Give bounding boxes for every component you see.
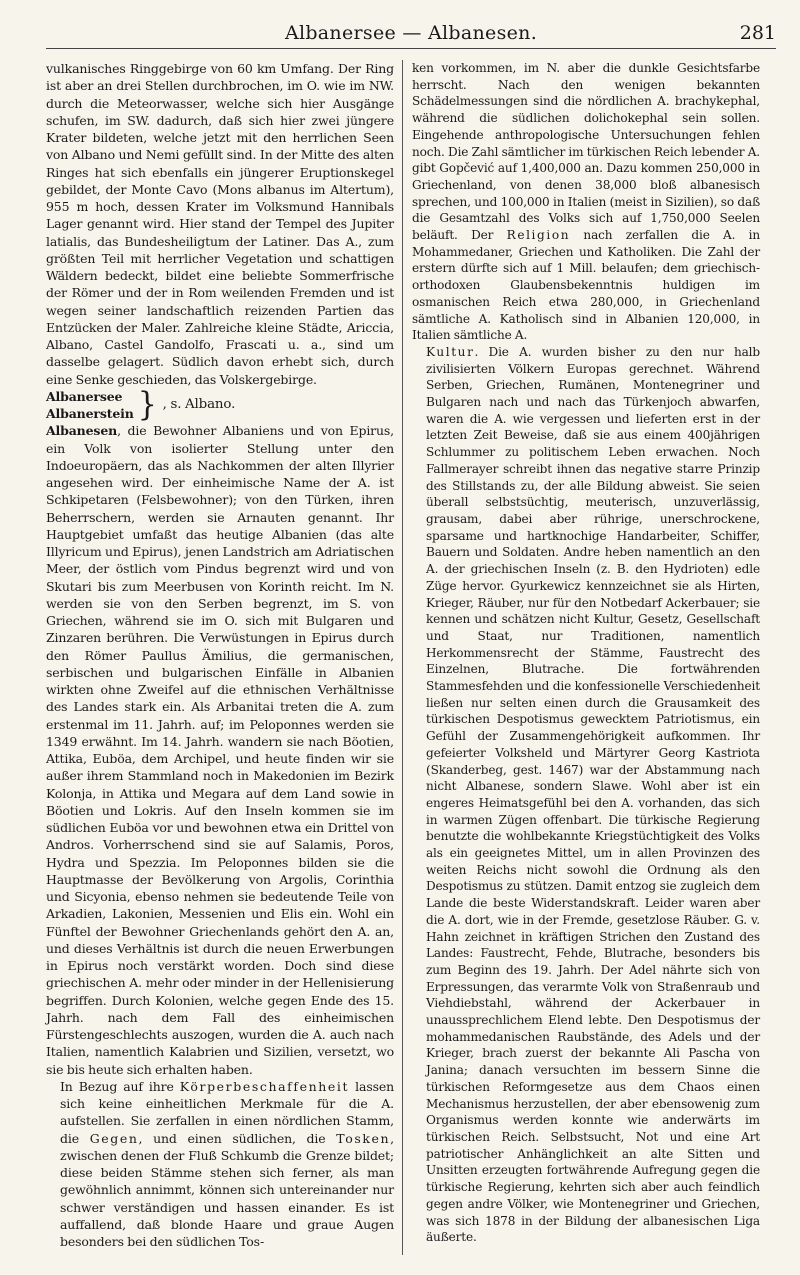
spaced-term-religion: Religion xyxy=(506,228,571,243)
text-run: ken vorkommen, im N. aber die dunkle Gesichtsfarbe herrscht. Nach den wenigen bekannten Schädelmessungen sind die nördlichen A. brachykephal, während die südlichen dolichokephal sein sollen. Eingehende anthropologische Untersuchungen fehlen noch. Die Zahl sämtlicher im türkischen Reich lebender A. gibt Gopčević auf 1,400,000 an. Dazu kommen 250,000 in Griechenland, von denen 38,000 bloß albanesisch sprechen, und 100,000 in Italien (meist in Sizilien), so daß die Gesamtzahl des Volks sich auf 1,750,000 Seelen beläuft. Der xyxy=(412,61,760,243)
text-run: lassen sich keine einheitlichen Merkmale für die A. aufstellen. Sie zerfallen in einen nördlichen Stamm, die xyxy=(60,1078,394,1146)
page-header xyxy=(46,18,776,49)
text-run: . Die A. wurden bisher zu den nur halb zivilisierten Völkern Europas gerechnet. Während Serben, Griechen, Rumänen, Montenegriner und Bulgaren nach und nach das Türkenjoch abwarfen, waren die A. wie vergessen und lieferten erst in der letzten Zeit Beweise, daß sie aus einem 400jährigen Schlummer zu politischem Leben erwachen. Noch Fallmerayer schreibt ihnen das negative starre Prinzip des Stillstands zu, der alle Bildung abweist. Sie seien überall selbstsüchtig, meuterisch, unzuverlässig, grausam, dabei aber rührige, unerschrockene, sparsame und hartknochige Handarbeiter, Schiffer, Bauern und Soldaten. Andre heben namentlich an den A. der griechischen Inseln (z. B. den Hydrioten) edle Züge hervor. Gyurkewicz kennzeichnet sie als Hirten, Krieger, Räuber, nur für den Notbedarf Ackerbauer; sie kennen und schätzen nicht Kultur, Gesetz, Gesellschaft und Staat, nur Traditionen, namentlich Herkommensrecht der Stämme, Faustrecht des Einzelnen, Blutrache. Die fortwährenden Stammesfehden und die konfessionelle Verschiedenheit ließen nur selten einen durch die Grausamkeit des türkischen Despotismus gewecktem Patriotismus, ein Gefühl der Zusammengehörigkeit aufkommen. Ihr gefeierter Volksheld und Märtyrer Georg Kastriota (Skanderbeg, gest. 1467) war der Abstammung nach nicht Albanese, sondern Slawe. Wohl aber ist ein engeres Heimatsgefühl bei den A. vorhanden, das sich in warmen Zügen offenbart. Die türkische Regierung benutzte die wohlbekannte Kriegstüchtigkeit des Volks als ein geeignetes Mittel, um in allen Provinzen des weiten Reichs nicht sowohl die Ordnung als den Despotismus zu stützen. Damit entzog sie zugleich dem Lande die beste Widerstandskraft. Leider waren aber die A. dort, wie in der Fremde, gesetzlose Räuber. G. v. Hahn zeichnet in kräftigen Strichen den Zustand des Landes: Faustrecht, Fehde, Blutrache, besonders bis zum Beginn des 19. Jahrh. Der Adel nährte sich von Erpressungen, das verarmte Volk von Straßenraub und Viehdiebstahl, während der Ackerbauer in unaussprechlichem Elend lebte. Den Despotismus der mohammedanischen Raubstände, des Adels und der Krieger, brach zuerst der bekannte Ali Pascha von Janina; danach versuchten im bessern Sinne die türkischen Reformgesetze aus dem Chaos einen Mechanismus herzustellen, der aber ebensowenig zum Organismus werden konnte wie anderwärts im türkischen Reich. Selbstsucht, Not und eine Art patriotischer Anhänglichkeit an alte Sitten und Unsitten erzeugten fortwährende Aufregung gegen die türkische Regierung, kehrten sich aber auch feindlich gegen andre Völker, wie Montenegriner und Griechen, was sich 1878 in der Bildung der albanesischen Liga äußerte. xyxy=(426,344,760,1245)
crossref-entry xyxy=(46,385,394,424)
paragraph-albanergebirge-end: vulkanisches Ringgebirge von 60 km Umfang. Der Ring ist aber an drei Stellen durchbrochen, im O. wie im NW. durch die Meteorwasser, welche sich hier Ausgänge schufen, im SW. dadurch, daß sich hier zwei jüngere Krater bildeten, welche jetzt mit den herrlichen Seen von Albano und Nemi gefüllt sind. In der Mitte des alten Ringes hat sich ebenfalls ein jüngerer Eruptionskegel gebildet, der Monte Cavo (Mons albanus im Altertum), 955 m hoch, dessen Krater im Volksmund Hannibals Lager genannt wird. Hier stand der Tempel des Jupiter latialis, das Bundesheiligtum der Latiner. Das A., zum größten Teil mit herrlicher Vegetation und schattigen Wäldern bedeckt, bildet eine beliebte Sommerfrische der Römer und der in Rom weilenden Fremden und ist wegen seiner landschaftlich reizenden Partien das Entzücken der Maler. Zahlreiche kleine Städte, Ariccia, Albano, Castel Gandolfo, Frascati u. a., sind um dasselbe gelagert. Südlich davon erhebt sich, durch eine Senke geschieden, das Volskergebirge. xyxy=(46,61,394,387)
text-run: , und einen südlichen, die xyxy=(138,1130,337,1146)
paragraph-koerperbeschaffenheit xyxy=(46,1078,394,1251)
text-run: nach zerfallen die A. in Mohammedaner, Griechen und Katholiken. Die Zahl der erstern dürfte sich auf 1 Mill. belaufen; dem griechisch-orthodoxen Glaubensbekenntnis huldigen im osmanischen Reich etwa 280,000, in Griechenland sämtliche A. Katholisch sind in Albanien 120,000, in Italien sämtliche A. xyxy=(412,228,760,343)
entry-albanesen xyxy=(46,422,394,1078)
crossref-target: , s. Albano. xyxy=(162,397,236,413)
text-run: In Bezug auf ihre xyxy=(60,1078,180,1094)
paragraph-religion xyxy=(412,60,760,344)
spaced-term-kultur: Kultur xyxy=(426,344,475,359)
headword-albanesen: Albanesen xyxy=(46,423,118,439)
spaced-term-tosken: Tosken xyxy=(336,1130,391,1146)
running-title: Albanersee — Albanesen. xyxy=(284,22,538,44)
entry-albanesen-text: , die Bewohner Albaniens und von Epirus, ein Volk von isolierter Stellung unter den Indoeuropäern, das als Nachkommen der alten Illyrier angesehen wird. Der einheimische Name der A. ist Schkipetaren (Felsbewohner); von den Türken, ihren Beherrschern, werden sie Arnauten genannt. Ihr Hauptgebiet umfaßt das heutige Albanien (das alte Illyricum und Epirus), jenen Landstrich am Adriatischen Meer, der östlich vom Pindus begrenzt wird und von Skutari bis zum Meerbusen von Korinth reicht. Im N. werden sie von den Serben begrenzt, im S. von Griechen, während sie im O. sich mit Bulgaren und Zinzaren berühren. Die Verwüstungen in Epirus durch den Römer Paullus Ämilius, die germanischen, serbischen und bulgarischen Einfälle in Albanien wirkten ohne Zweifel auf die ethnischen Verhältnisse des Landes stark ein. Als Arbanitai treten die A. zum erstenmal im 11. Jahrh. auf; im Peloponnes werden sie 1349 erwähnt. Im 14. Jahrh. wandern sie nach Böotien, Attika, Euböa, dem Archipel, und heute finden wir sie außer ihrem Stammland noch in Makedonien im Bezirk Kolonja, in Attika und Megara auf dem Land sowie in Böotien und Lokris. Auf den Inseln kommen sie im südlichen Euböa vor und bewohnen etwa ein Drittel von Andros. Vorherrschend sind sie auf Salamis, Poros, Hydra und Spezzia. Im Peloponnes bilden sie die Hauptmasse der Bevölkerung von Argolis, Corinthia und Sicyonia, ebenso nehmen sie bedeutende Teile von Arkadien, Lakonien, Messenien und Elis ein. Wohl ein Fünftel der Bewohner Griechenlands gehört den A. an, und dieses Verhältnis ist durch die neuen Erwerbungen in Epirus noch verstärkt worden. Doch sind diese griechischen A. mehr oder minder in der Hellenisierung begriffen. Durch Kolonien, welche gegen Ende des 15. Jahrh. nach dem Fall des einheimischen Fürstengeschlechts auszogen, wurden die A. auch nach Italien, namentlich Kalabrien und Sizilien, versetzt, wo sie bis heute sich erhalten haben. xyxy=(46,423,394,1077)
column-divider xyxy=(402,60,403,1255)
headword-albanerstein: Albanerstein xyxy=(46,406,134,421)
paragraph-kultur xyxy=(412,344,760,1246)
curly-brace: } xyxy=(137,385,157,424)
left-column xyxy=(46,60,394,1250)
crossref-headwords xyxy=(46,388,134,423)
right-column xyxy=(412,60,760,1246)
spaced-term-koerperbeschaffenheit: Körperbeschaffenheit xyxy=(179,1078,350,1094)
headword-albanersee: Albanersee xyxy=(46,388,123,404)
page-number: 281 xyxy=(739,22,776,44)
text-run: , zwischen denen der Fluß Schkumb die Grenze bildet; diese beiden Stämme stehen sich ferner, als man gewöhnlich annimmt, können sich untereinander nur schwer verständigen und hassen einander. Es ist auffallend, daß blonde Haare und graue Augen besonders bei den südlichen Tos- xyxy=(60,1130,394,1249)
spaced-term-gegen: Gegen xyxy=(89,1130,139,1146)
